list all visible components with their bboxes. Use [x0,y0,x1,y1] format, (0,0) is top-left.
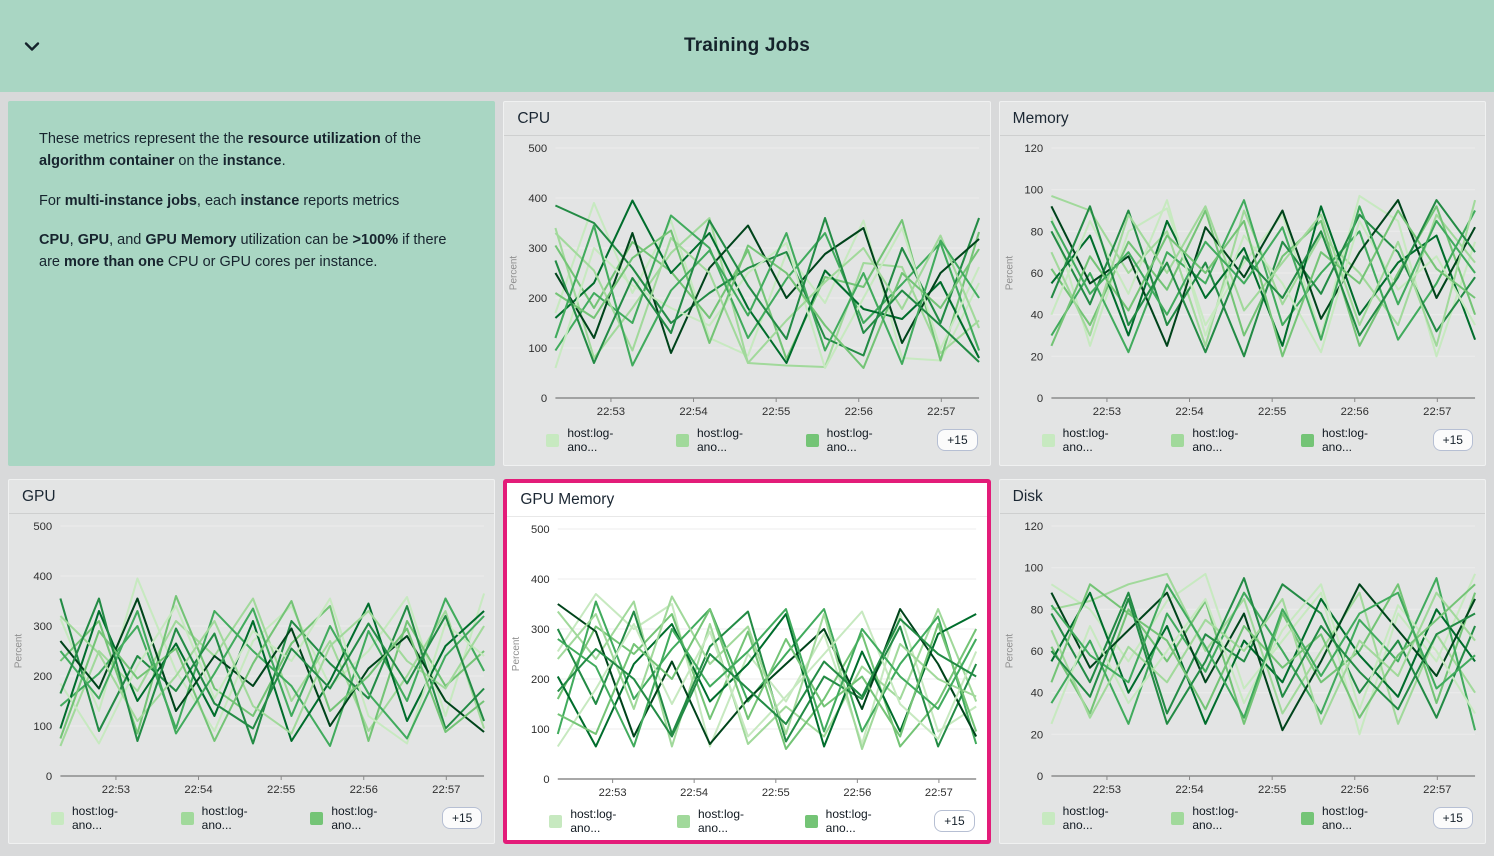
svg-text:0: 0 [541,393,548,405]
svg-text:Percent: Percent [511,636,523,672]
svg-text:Percent: Percent [508,255,520,291]
svg-text:120: 120 [1023,521,1043,533]
disk-chart-legend [1000,802,1485,832]
svg-text:100: 100 [531,724,550,736]
legend-swatch-icon [546,434,559,447]
svg-text:22:55: 22:55 [762,787,791,799]
legend-item[interactable] [546,426,640,454]
memory-chart-canvas[interactable] [1000,136,1485,424]
svg-text:0: 0 [543,774,550,786]
svg-text:22:54: 22:54 [680,787,709,799]
legend-item[interactable] [51,804,145,832]
info-paragraph: CPU, GPU, and GPU Memory utilization can be >100% if there are more than one CPU or GPU cores per instance. [39,232,447,270]
legend-label: host:log-ano... [1192,426,1239,454]
info-paragraph: These metrics represent the the resource utilization of the algorithm container on the instance. [39,131,422,169]
svg-text:Percent: Percent [13,633,25,669]
svg-text:22:53: 22:53 [1092,406,1121,418]
memory-chart-legend [1000,424,1485,454]
svg-text:22:55: 22:55 [267,784,296,796]
svg-text:80: 80 [1030,226,1043,239]
svg-text:22:54: 22:54 [1175,784,1204,796]
legend-swatch-icon [677,815,690,828]
panel-title: GPU Memory [507,483,986,517]
legend-label: host:log-ano... [201,804,248,832]
legend-item[interactable] [677,807,769,835]
legend-swatch-icon [181,812,194,825]
chart-panel-gpu [8,479,495,844]
chart-panel-gpu-memory [503,479,990,844]
svg-text:22:55: 22:55 [1257,406,1286,418]
svg-text:60: 60 [1030,268,1043,280]
legend-item[interactable] [310,804,404,832]
legend-more-button[interactable]: +15 [1433,429,1473,451]
svg-text:40: 40 [1030,687,1043,700]
svg-text:22:53: 22:53 [598,787,627,799]
legend-swatch-icon [806,434,819,447]
svg-text:22:54: 22:54 [1175,406,1204,418]
legend-label: host:log-ano... [567,426,614,454]
panels-grid [0,92,1494,844]
svg-text:100: 100 [1023,562,1043,575]
legend-label: host:log-ano... [1062,804,1109,832]
legend-item[interactable] [676,426,770,454]
info-paragraph: For multi-instance jobs, each instance reports metrics [39,192,400,209]
legend-more-button[interactable]: +15 [937,429,977,451]
legend-swatch-icon [676,434,689,447]
svg-text:22:54: 22:54 [184,784,213,796]
svg-text:22:57: 22:57 [927,406,956,418]
legend-swatch-icon [310,812,323,825]
svg-text:22:56: 22:56 [843,787,872,799]
svg-text:120: 120 [1023,143,1043,155]
svg-text:0: 0 [1036,393,1043,405]
legend-label: host:log-ano... [1062,426,1109,454]
legend-label: host:log-ano... [1192,804,1239,832]
legend-swatch-icon [1171,812,1184,825]
cpu-chart-canvas[interactable] [504,136,989,424]
legend-label: host:log-ano... [331,804,378,832]
legend-more-button[interactable]: +15 [934,810,974,832]
legend-label: host:log-ano... [826,426,873,454]
svg-text:22:53: 22:53 [1092,784,1121,796]
legend-label: host:log-ano... [825,807,872,835]
gpu-memory-chart-canvas[interactable] [507,517,986,805]
legend-swatch-icon [1301,812,1314,825]
info-text [39,129,464,274]
svg-text:Percent: Percent [1003,633,1016,669]
panel-title: CPU [504,102,989,136]
legend-item[interactable] [805,807,897,835]
svg-text:300: 300 [531,624,550,636]
svg-text:300: 300 [528,243,548,255]
legend-swatch-icon [805,815,818,828]
legend-item[interactable] [1301,426,1395,454]
svg-text:0: 0 [45,771,53,783]
svg-text:500: 500 [33,521,53,533]
svg-text:100: 100 [33,721,53,733]
svg-text:200: 200 [33,671,53,683]
chart-panel-disk [999,479,1486,844]
svg-text:100: 100 [1023,184,1043,197]
legend-item[interactable] [1042,426,1136,454]
legend-label: host:log-ano... [570,807,617,835]
legend-swatch-icon [1042,812,1055,825]
svg-text:80: 80 [1030,604,1043,617]
gpu-chart-legend [9,802,494,832]
svg-text:22:55: 22:55 [762,406,791,418]
collapse-section-button[interactable] [16,30,48,62]
svg-text:22:57: 22:57 [1422,406,1452,418]
legend-label: host:log-ano... [697,807,745,835]
legend-label: host:log-ano... [696,426,744,454]
svg-text:400: 400 [33,571,53,583]
svg-text:400: 400 [531,574,550,586]
svg-text:22:53: 22:53 [101,784,131,796]
svg-text:500: 500 [528,143,548,155]
svg-text:22:57: 22:57 [1422,784,1452,796]
legend-item[interactable] [1171,804,1265,832]
disk-chart-canvas[interactable] [1000,514,1485,802]
svg-text:Percent: Percent [1003,255,1016,291]
gpu-chart-canvas[interactable] [9,514,494,802]
svg-text:22:57: 22:57 [432,784,461,796]
svg-text:500: 500 [531,524,550,536]
svg-text:0: 0 [1036,771,1043,783]
svg-text:22:55: 22:55 [1257,784,1286,796]
svg-text:22:56: 22:56 [1340,406,1369,418]
legend-label: host:log-ano... [72,804,119,832]
svg-text:20: 20 [1030,351,1043,364]
svg-text:22:56: 22:56 [349,784,378,796]
svg-text:22:56: 22:56 [844,406,874,418]
svg-text:22:53: 22:53 [597,406,626,418]
svg-text:60: 60 [1030,646,1043,658]
chart-panel-cpu [503,101,990,466]
svg-text:40: 40 [1030,309,1043,322]
panel-title: Memory [1000,102,1485,136]
legend-swatch-icon [1042,434,1055,447]
gpu-memory-chart-legend [507,805,986,835]
legend-item[interactable] [1301,804,1395,832]
legend-item[interactable] [1042,804,1136,832]
cpu-chart-legend [504,424,989,454]
svg-text:200: 200 [531,674,550,686]
panel-title: Disk [1000,480,1485,514]
legend-swatch-icon [51,812,64,825]
legend-item[interactable] [806,426,900,454]
svg-text:200: 200 [528,293,548,305]
chart-panel-memory [999,101,1486,466]
legend-item[interactable] [181,804,275,832]
section-title: Training Jobs [683,35,811,56]
legend-label: host:log-ano... [1321,426,1368,454]
svg-text:22:56: 22:56 [1340,784,1369,796]
svg-text:400: 400 [528,193,548,205]
panel-title: GPU [9,480,494,514]
svg-text:22:57: 22:57 [925,787,954,799]
info-panel [8,101,495,466]
svg-text:100: 100 [528,343,548,355]
legend-label: host:log-ano... [1321,804,1368,832]
legend-item[interactable] [1171,426,1265,454]
legend-more-button[interactable]: +15 [442,807,482,829]
chevron-down-icon [20,34,44,58]
svg-text:20: 20 [1030,729,1043,742]
svg-text:300: 300 [33,621,53,633]
svg-text:22:54: 22:54 [679,406,708,418]
legend-more-button[interactable]: +15 [1433,807,1473,829]
legend-swatch-icon [1301,434,1314,447]
legend-item[interactable] [549,807,641,835]
legend-swatch-icon [549,815,562,828]
section-header [0,0,1494,92]
legend-swatch-icon [1171,434,1184,447]
